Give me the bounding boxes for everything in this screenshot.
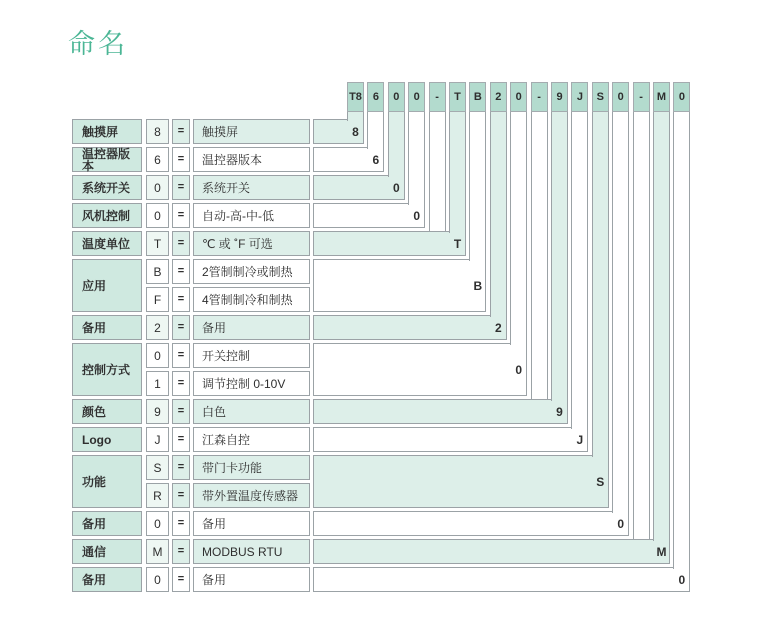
model-code-cell: 0 — [673, 82, 690, 112]
row-extension-band — [313, 427, 588, 452]
row-label-cell: Logo — [72, 427, 142, 452]
row-desc-cell: ℃ 或 ˚F 可选 — [193, 231, 310, 256]
code-mark: 0 — [617, 516, 625, 531]
model-code-cell: - — [429, 82, 446, 112]
row-label-cell: 风机控制 — [72, 203, 142, 228]
row-code-cell: T — [146, 231, 169, 256]
row-code-cell: 8 — [146, 119, 169, 144]
row-desc-cell: 备用 — [193, 567, 310, 592]
row-desc-cell: 带门卡功能 — [193, 455, 310, 480]
row-desc-cell: 4管制制冷和制热 — [193, 287, 310, 312]
row-code-cell: 9 — [146, 399, 169, 424]
separator-strip — [429, 112, 446, 231]
row-label-cell: 备用 — [72, 511, 142, 536]
code-mark: 0 — [678, 572, 686, 587]
row-label-cell: 温度单位 — [72, 231, 142, 256]
model-code-cell: S — [592, 82, 609, 112]
row-equals-cell: = — [172, 455, 190, 480]
model-code-cell: 0 — [612, 82, 629, 112]
model-code-cell: 0 — [510, 82, 527, 112]
row-label-cell: 触摸屏 — [72, 119, 142, 144]
code-mark: 0 — [413, 208, 421, 223]
connector-strip — [367, 112, 384, 149]
row-extension-band — [313, 231, 466, 256]
connector-strip — [510, 112, 527, 345]
code-mark: B — [473, 278, 483, 293]
connector-strip — [449, 112, 466, 233]
row-equals-cell: = — [172, 315, 190, 340]
row-code-cell: 1 — [146, 371, 169, 396]
row-equals-cell: = — [172, 147, 190, 172]
row-desc-cell: 江森自控 — [193, 427, 310, 452]
code-mark: T — [453, 236, 462, 251]
row-code-cell: 2 — [146, 315, 169, 340]
model-code-cell: 0 — [388, 82, 405, 112]
row-equals-cell: = — [172, 231, 190, 256]
row-desc-cell: 白色 — [193, 399, 310, 424]
row-label-cell: 备用 — [72, 315, 142, 340]
connector-strip — [388, 112, 405, 177]
row-code-cell: 0 — [146, 511, 169, 536]
row-equals-cell: = — [172, 119, 190, 144]
row-equals-cell: = — [172, 427, 190, 452]
row-code-cell: 0 — [146, 343, 169, 368]
row-equals-cell: = — [172, 203, 190, 228]
row-code-cell: 0 — [146, 203, 169, 228]
row-desc-cell: 开关控制 — [193, 343, 310, 368]
model-code-cell: T — [449, 82, 466, 112]
connector-strip — [551, 112, 568, 401]
row-extension-band — [313, 539, 670, 564]
connector-strip — [592, 112, 609, 457]
connector-strip — [673, 112, 690, 569]
code-mark: 8 — [352, 124, 359, 139]
row-desc-cell: 自动-高-中-低 — [193, 203, 310, 228]
connector-strip — [408, 112, 425, 205]
row-label-cell: 备用 — [72, 567, 142, 592]
page-title: 命名 — [68, 29, 128, 59]
row-code-cell: 0 — [146, 567, 169, 592]
code-mark: 6 — [372, 152, 380, 167]
row-code-cell: B — [146, 259, 169, 284]
row-equals-cell: = — [172, 483, 190, 508]
row-label-cell: 温控器版本 — [72, 147, 142, 172]
code-mark: J — [576, 432, 584, 447]
row-desc-cell: MODBUS RTU — [193, 539, 310, 564]
row-extension-band — [313, 315, 507, 340]
row-extension-band — [313, 455, 609, 508]
row-code-cell: J — [146, 427, 169, 452]
row-desc-cell: 备用 — [193, 511, 310, 536]
code-mark: 9 — [556, 404, 563, 419]
row-label-cell: 系统开关 — [72, 175, 142, 200]
row-label-cell: 通信 — [72, 539, 142, 564]
row-equals-cell: = — [172, 175, 190, 200]
row-equals-cell: = — [172, 539, 190, 564]
row-extension-band — [313, 567, 690, 592]
row-equals-cell: = — [172, 371, 190, 396]
code-mark: M — [656, 544, 667, 559]
row-code-cell: 0 — [146, 175, 169, 200]
model-code-cell: 0 — [408, 82, 425, 112]
row-code-cell: F — [146, 287, 169, 312]
code-mark: 0 — [392, 180, 400, 195]
row-desc-cell: 2管制制冷或制热 — [193, 259, 310, 284]
row-label-cell: 控制方式 — [72, 343, 142, 396]
separator-strip — [531, 112, 548, 399]
separator-strip — [633, 112, 650, 539]
code-mark: S — [596, 474, 605, 489]
row-code-cell: S — [146, 455, 169, 480]
row-equals-cell: = — [172, 259, 190, 284]
model-code-cell: - — [633, 82, 650, 112]
model-code-cell: M — [653, 82, 670, 112]
row-equals-cell: = — [172, 343, 190, 368]
row-label-cell: 颜色 — [72, 399, 142, 424]
connector-strip — [653, 112, 670, 541]
row-extension-band — [313, 399, 568, 424]
row-extension-band — [313, 259, 486, 312]
code-mark: 2 — [494, 320, 502, 335]
model-code-cell: 6 — [367, 82, 384, 112]
connector-strip — [490, 112, 507, 317]
connector-strip — [571, 112, 588, 429]
connector-strip — [469, 112, 486, 261]
model-code-cell: 2 — [490, 82, 507, 112]
code-mark: 0 — [515, 362, 523, 377]
row-code-cell: 6 — [146, 147, 169, 172]
row-desc-cell: 备用 — [193, 315, 310, 340]
model-code-cell: T8 — [347, 82, 364, 112]
row-extension-band — [313, 343, 527, 396]
row-desc-cell: 系统开关 — [193, 175, 310, 200]
row-equals-cell: = — [172, 567, 190, 592]
row-desc-cell: 带外置温度传感器 — [193, 483, 310, 508]
row-equals-cell: = — [172, 511, 190, 536]
row-equals-cell: = — [172, 399, 190, 424]
model-code-cell: - — [531, 82, 548, 112]
row-desc-cell: 温控器版本 — [193, 147, 310, 172]
row-extension-band — [313, 511, 629, 536]
model-code-cell: B — [469, 82, 486, 112]
row-code-cell: R — [146, 483, 169, 508]
model-code-cell: 9 — [551, 82, 568, 112]
model-code-cell: J — [571, 82, 588, 112]
row-label-cell: 功能 — [72, 455, 142, 508]
row-equals-cell: = — [172, 287, 190, 312]
row-label-cell: 应用 — [72, 259, 142, 312]
row-code-cell: M — [146, 539, 169, 564]
connector-strip — [612, 112, 629, 513]
row-desc-cell: 触摸屏 — [193, 119, 310, 144]
row-desc-cell: 调节控制 0-10V — [193, 371, 310, 396]
